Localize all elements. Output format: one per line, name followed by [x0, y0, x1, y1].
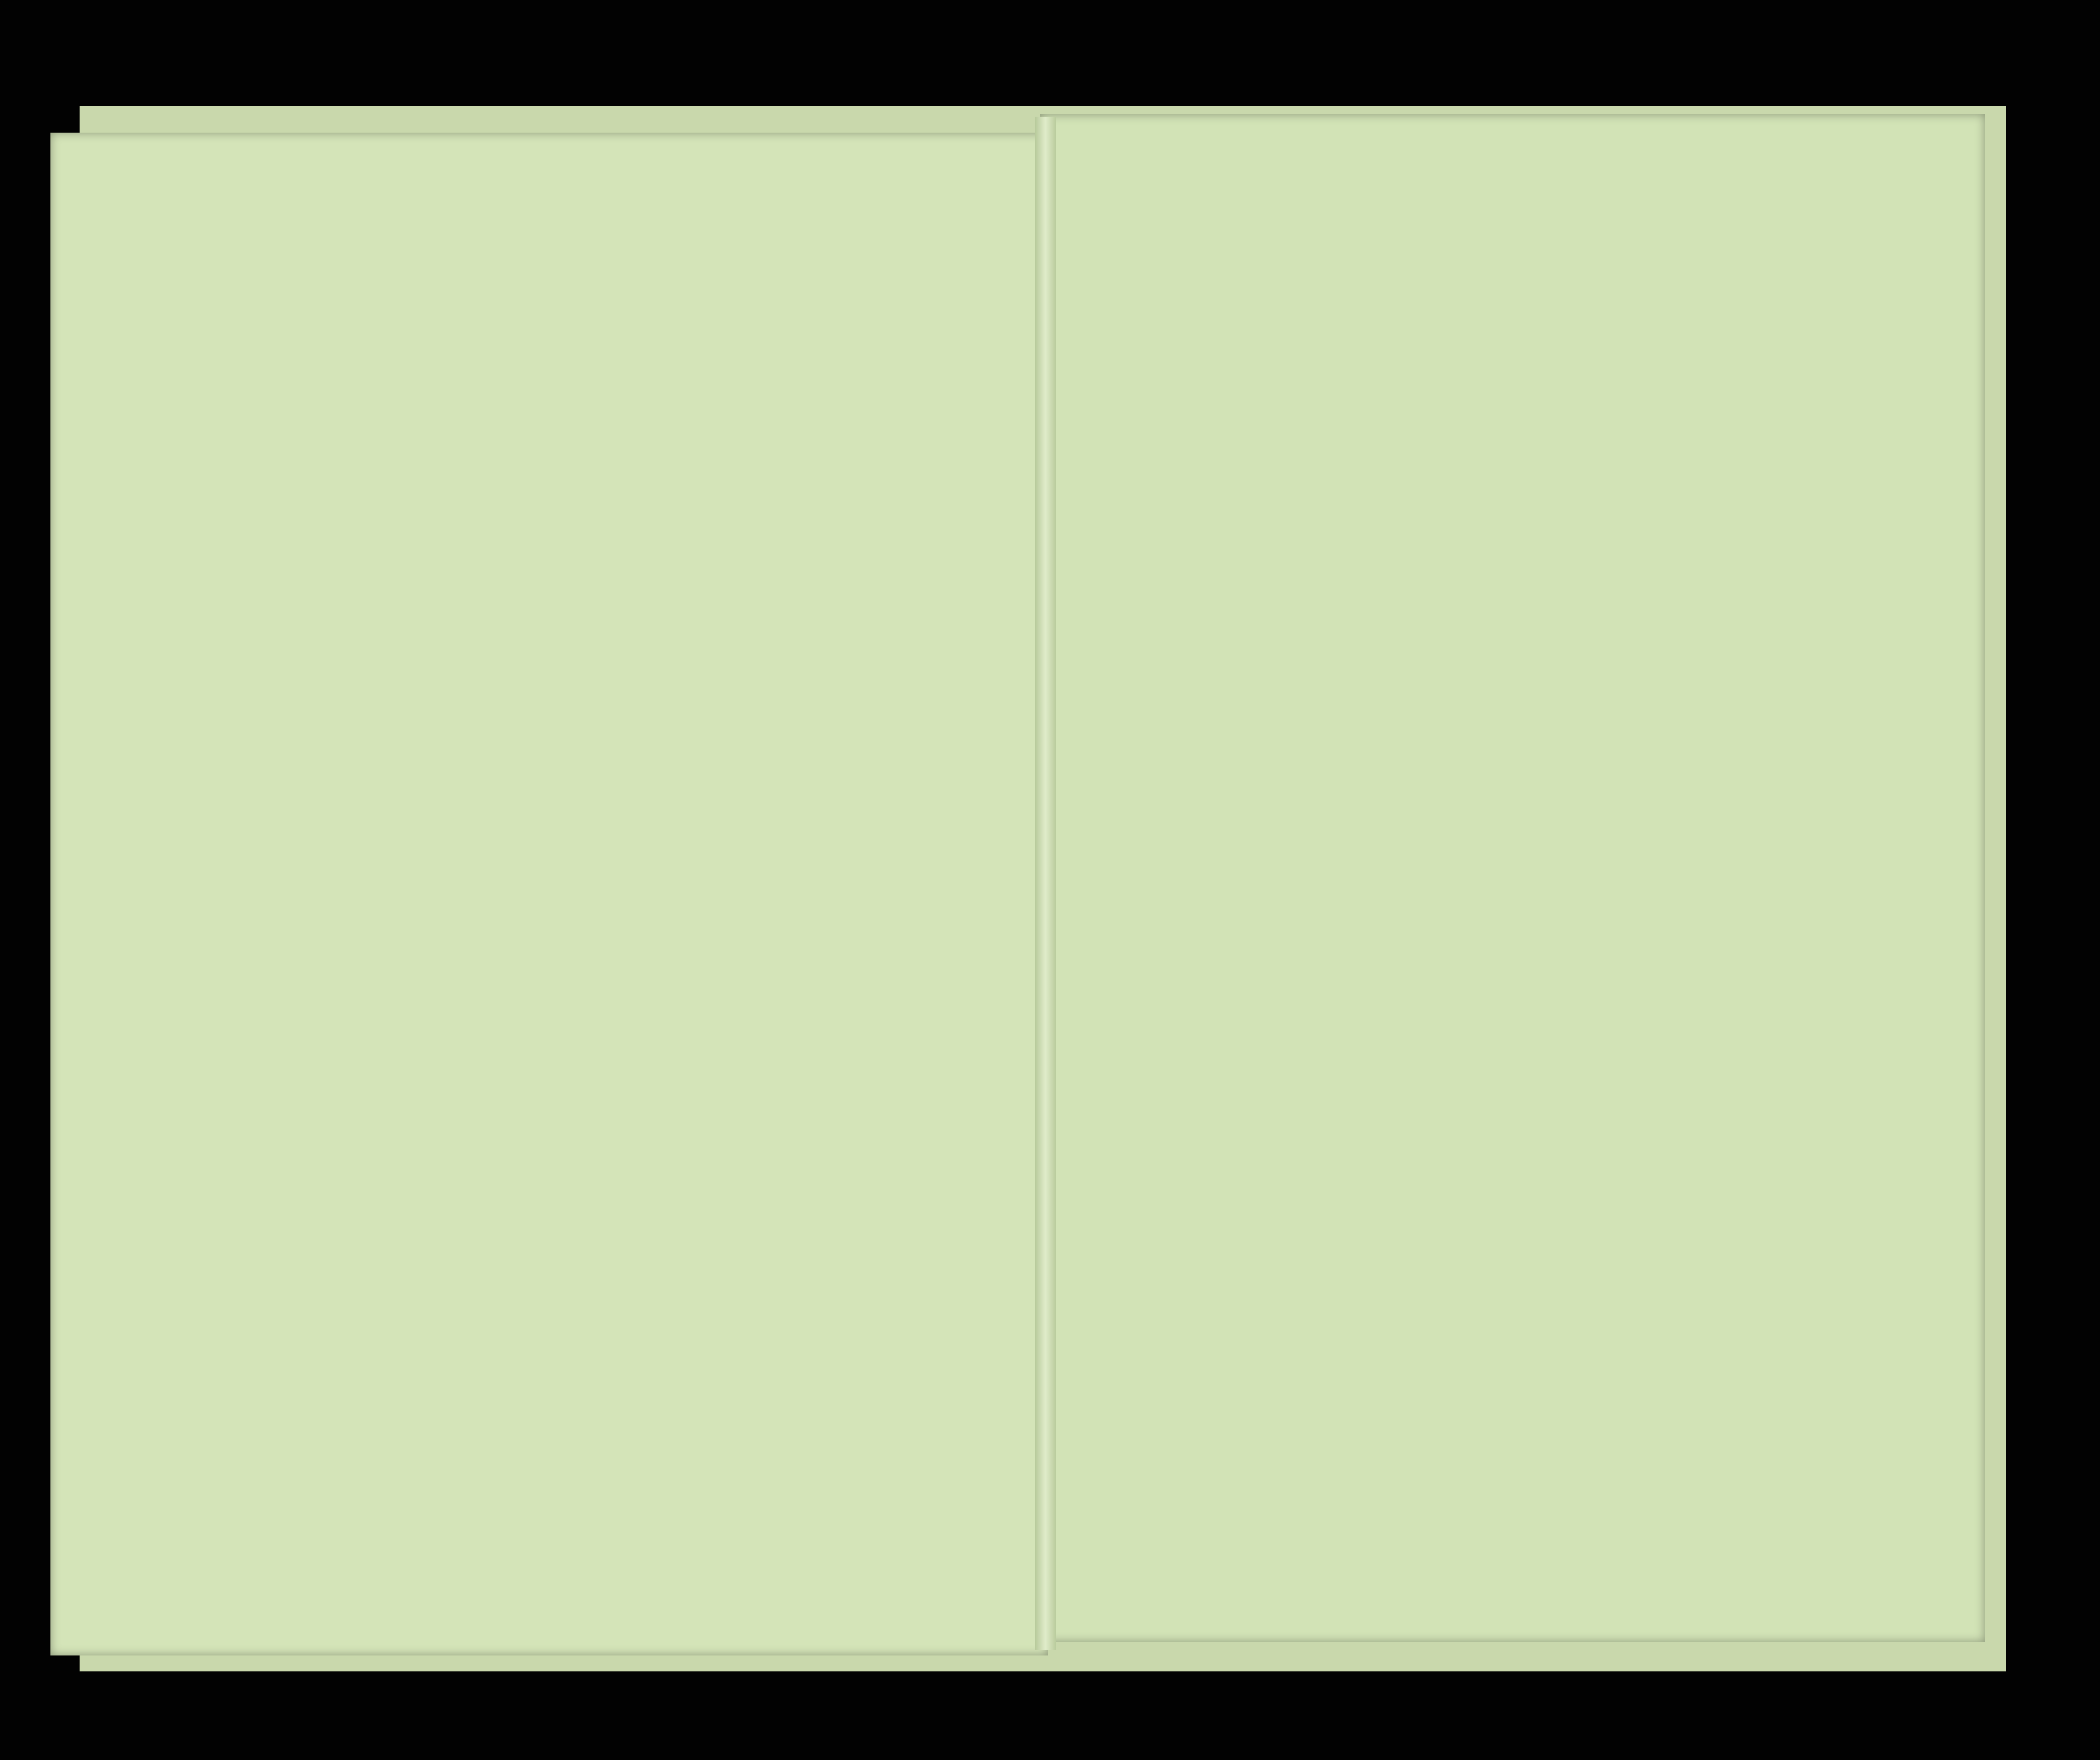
book-spine: [1035, 117, 1056, 1650]
left-page: [50, 133, 1048, 1655]
right-page: [1040, 114, 1985, 1642]
